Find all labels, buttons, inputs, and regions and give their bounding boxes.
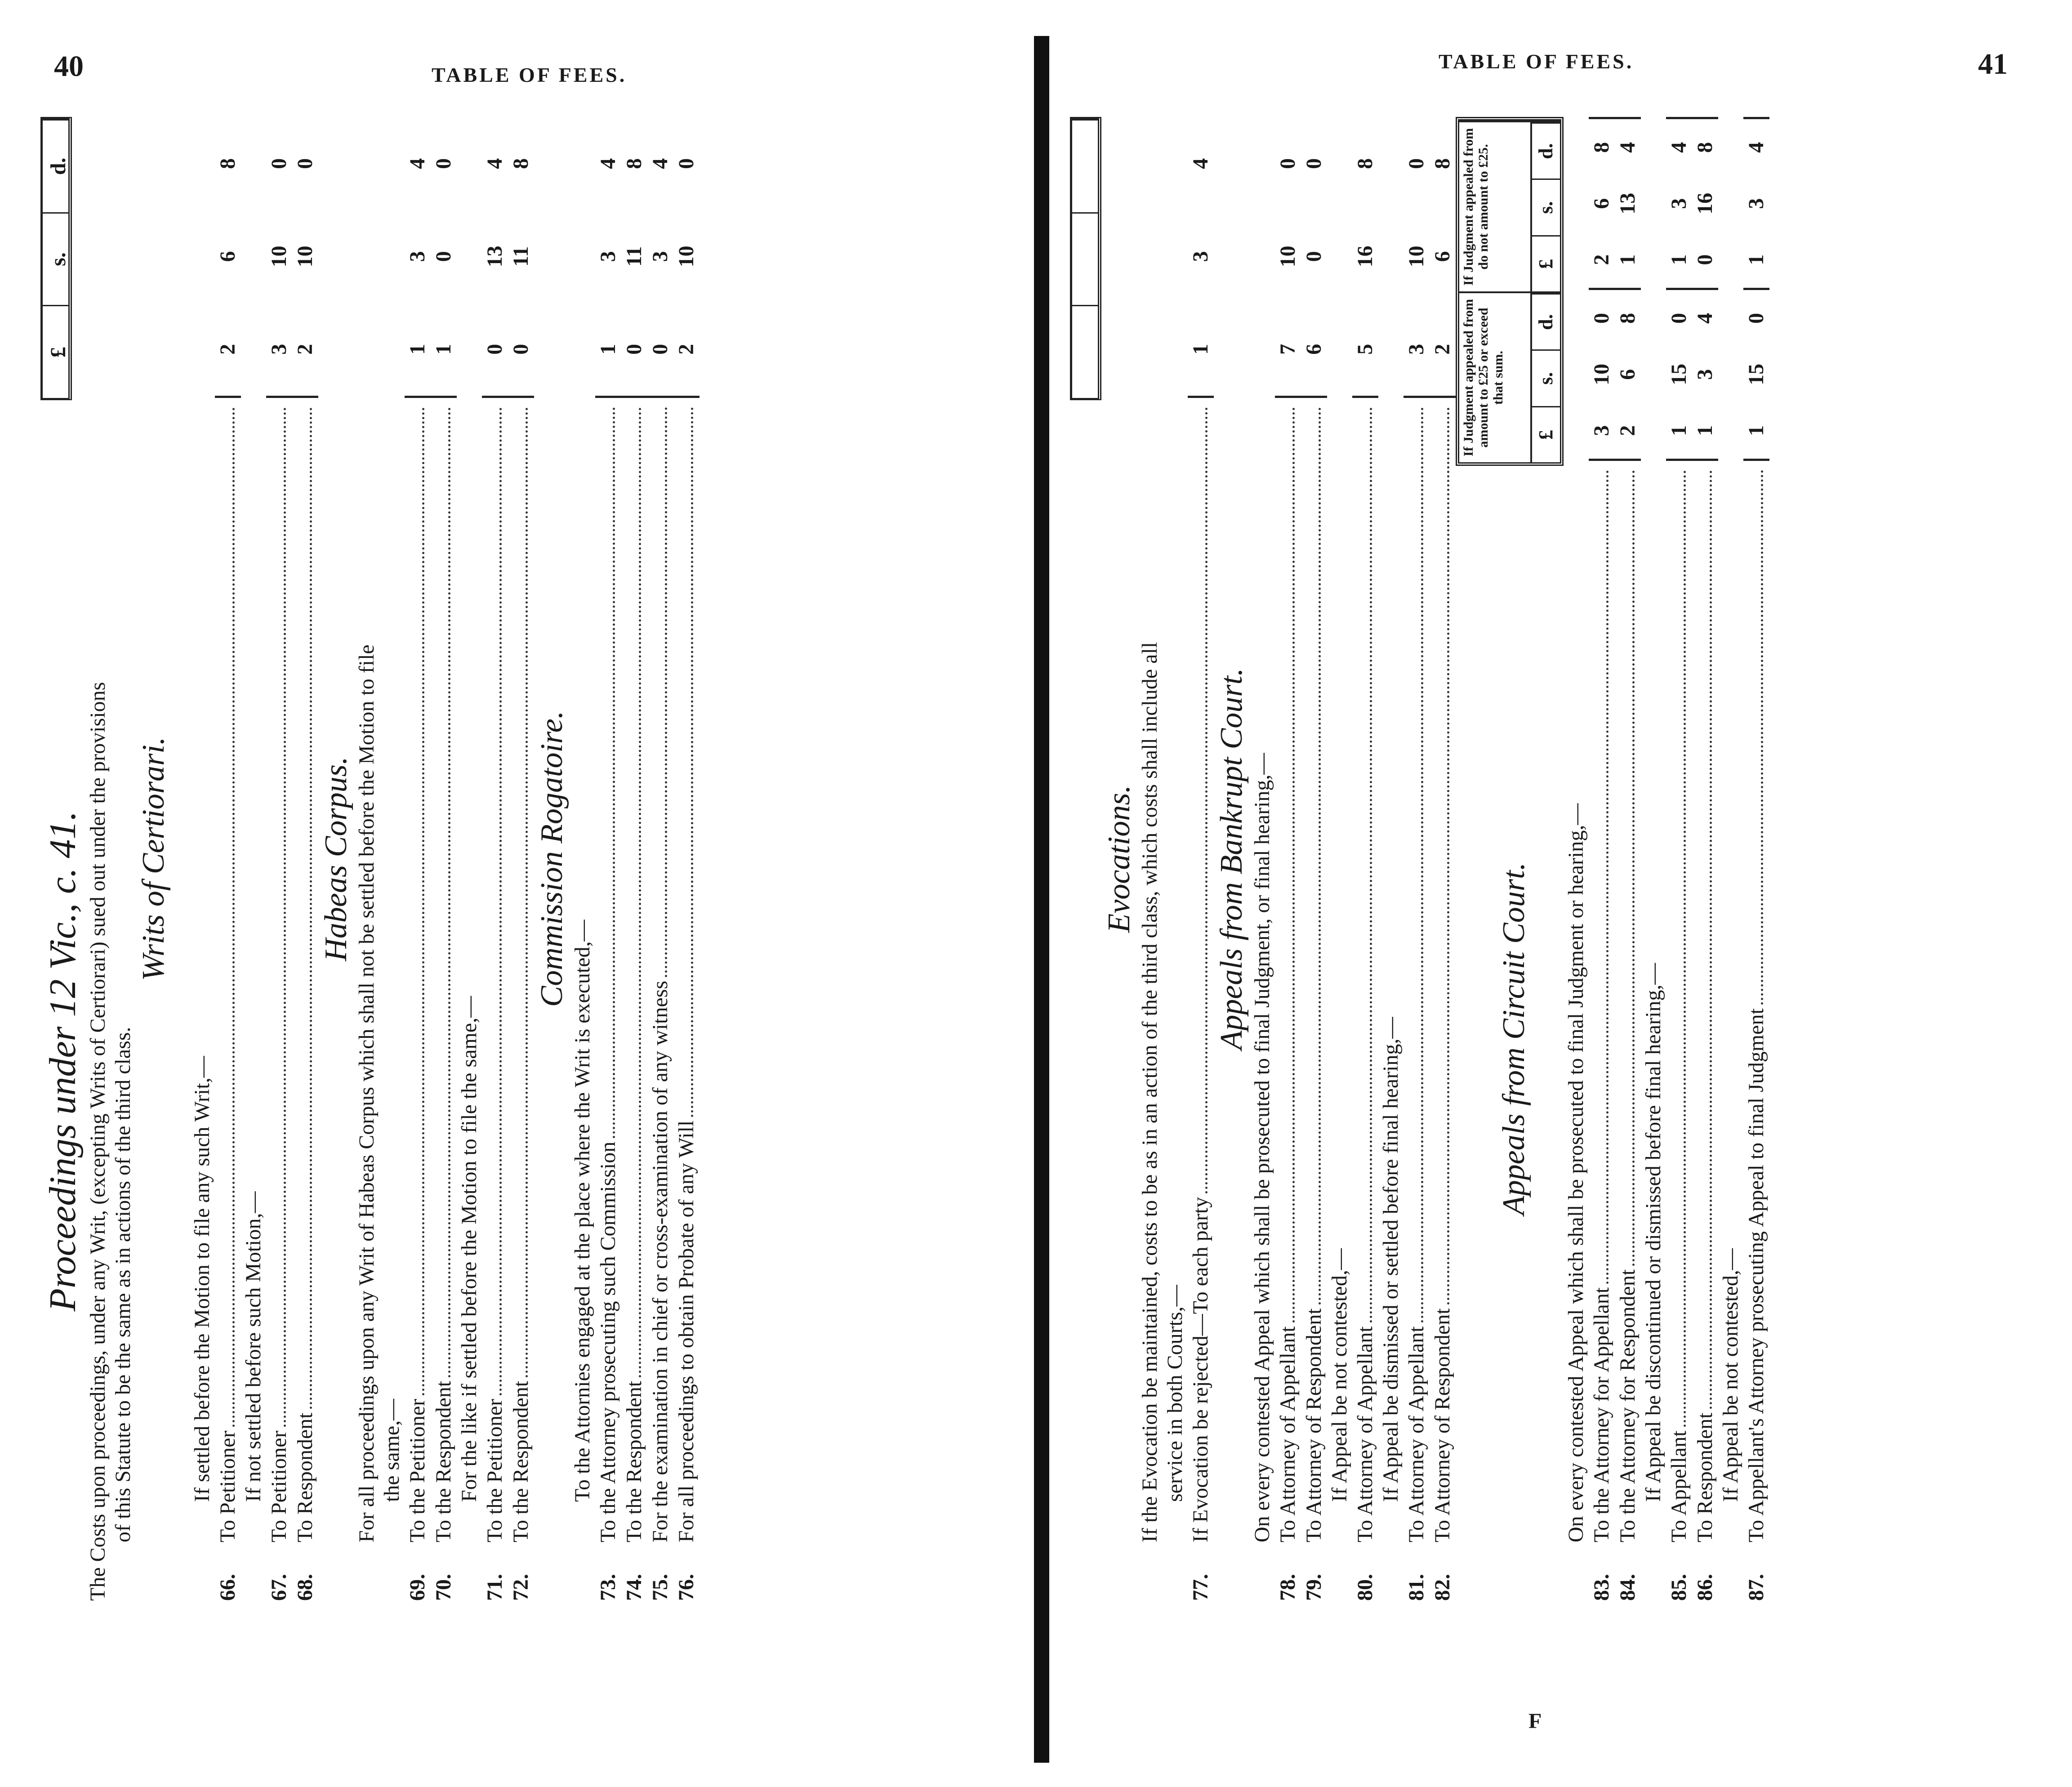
intro-line-1: The Costs upon proceedings, under any Writ, (excepting Writs of Certiorari) sued out under the provisions bbox=[86, 682, 110, 1601]
right-page-content bbox=[1070, 117, 1769, 1601]
right-column-header bbox=[1070, 117, 1101, 1601]
bankrupt-lead-2: If Appeal be not contested,— bbox=[1328, 1248, 1351, 1502]
fee-row-67: 67. To Petitioner 3 10 0 bbox=[266, 117, 292, 1601]
bankrupt-lead-1: On every contested Appeal which shall be prosecuted to final Judgment, or final hearing,— bbox=[1250, 753, 1274, 1542]
certiorari-lead-1: If settled before the Motion to file any such Writ,— bbox=[190, 1056, 214, 1502]
circuit-title: Appeals from Circuit Court. bbox=[1497, 862, 1531, 1215]
fee-row-81: 81. To Attorney of Appellant 3 10 0 bbox=[1404, 117, 1430, 1601]
rogatoire-title: Commission Rogatoire. bbox=[535, 710, 569, 1007]
fee-row-68: 68. To Respondent 2 10 0 bbox=[292, 117, 318, 1601]
left-page-content bbox=[40, 117, 700, 1601]
fee-row-87: 87. To Appellant's Attorney prosecuting Appeal to final Judgment 1 15 0 1 3 4 bbox=[1743, 117, 1769, 1601]
fee-row-79: 79. To Attorney of Respondent 6 0 0 bbox=[1301, 117, 1327, 1601]
book-spine bbox=[1034, 36, 1049, 1763]
fee-row-69: 69. To the Petitioner 1 3 4 bbox=[405, 117, 431, 1601]
left-running-head: TABLE OF FEES. bbox=[432, 63, 627, 86]
shillings-header: s. bbox=[43, 212, 68, 305]
bankrupt-title: Appeals from Bankrupt Court. bbox=[1214, 668, 1249, 1050]
fee-row-84: 84. To the Attorney for Respondent 2 6 8 1 13 4 bbox=[1615, 117, 1641, 1601]
fee-row-76: 76. For all proceedings to obtain Probate of any Will 2 10 0 bbox=[673, 117, 700, 1601]
fee-row-85: 85. To Appellant 1 15 0 1 3 4 bbox=[1666, 117, 1692, 1601]
habeas-title: Habeas Corpus. bbox=[319, 756, 353, 961]
pence-header: d. bbox=[43, 119, 68, 212]
fee-row-66: 66. To Petitioner 2 6 8 bbox=[215, 117, 241, 1601]
judgment-over-25-caption: If Judgment appealed from amount to £25 or exceed that sum. bbox=[1461, 299, 1506, 457]
circuit-lead-2: If Appeal be discontinued or dismissed before final hearing,— bbox=[1641, 963, 1665, 1502]
right-page-number: 41 bbox=[1978, 48, 2008, 80]
fee-row-72: 72. To the Respondent 0 11 8 bbox=[508, 117, 534, 1601]
fee-row-74: 74. To the Respondent 0 11 8 bbox=[621, 117, 647, 1601]
pounds-header: £ bbox=[43, 305, 68, 398]
evocations-lead-1: If the Evocation be maintained, costs to be as in an action of the third class, which costs shall include all bbox=[1138, 642, 1162, 1542]
circuit-box-header: If Judgment appealed from amount to £25 or exceed that sum. £ s. d. If Judgment appealed from do not amount to £25. £ s. d. bbox=[1456, 117, 1564, 1601]
right-running-head: TABLE OF FEES. bbox=[1439, 50, 1634, 73]
bankrupt-lead-3: If Appeal be dismissed or settled before final hearing,— bbox=[1379, 1017, 1403, 1502]
circuit-lead-3: If Appeal be not contested,— bbox=[1719, 1248, 1742, 1502]
certiorari-title: Writs of Certiorari. bbox=[136, 737, 171, 981]
habeas-lead-1: For all proceedings upon any Writ of Habeas Corpus which shall not be settled before the Motion to file bbox=[355, 644, 379, 1542]
fee-row-78: 78. To Attorney of Appellant 7 10 0 bbox=[1275, 117, 1301, 1601]
fee-row-83: 83. To the Attorney for Appellant 3 10 0 2 6 8 bbox=[1589, 117, 1615, 1601]
judgment-under-25-caption: If Judgment appealed from do not amount to £25. bbox=[1461, 128, 1491, 286]
intro-line-2: of this Statute to be the same as in actions of the third class. bbox=[111, 1027, 135, 1542]
signature-mark: F bbox=[1528, 1709, 1542, 1733]
certiorari-lead-2: If not settled before such Motion,— bbox=[241, 1191, 265, 1502]
habeas-lead-2: For the like if settled before the Motion to file the same,— bbox=[457, 996, 481, 1502]
fee-row-77: 77. If Evocation be rejected—To each party 1 3 4 bbox=[1188, 117, 1214, 1601]
habeas-lead-1b: the same,— bbox=[380, 1398, 404, 1502]
fee-row-70: 70. To the Respondent 1 0 0 bbox=[431, 117, 457, 1601]
left-page-number: 40 bbox=[54, 50, 84, 83]
fee-row-82: 82. To Attorney of Respondent 2 6 8 bbox=[1430, 117, 1456, 1601]
proceedings-heading: Proceedings under 12 Vic., c. 41. bbox=[42, 811, 84, 1312]
fee-row-73: 73. To the Attorney prosecuting such Commission 1 3 4 bbox=[595, 117, 621, 1601]
evocations-title: Evocations. bbox=[1102, 785, 1136, 933]
fee-row-71: 71. To the Petitioner 0 13 4 bbox=[482, 117, 508, 1601]
fee-row-80: 80. To Attorney of Appellant 5 16 8 bbox=[1352, 117, 1378, 1601]
fee-row-75: 75. For the examination in chief or cross-examination of any witness 0 3 4 bbox=[647, 117, 673, 1601]
circuit-lead-1: On every contested Appeal which shall be prosecuted to final Judgment or hearing,— bbox=[1564, 803, 1588, 1542]
rogatoire-lead-1: To the Attornies engaged at the place where the Writ is executed,— bbox=[570, 920, 594, 1502]
fee-row-86: 86. To Respondent 1 3 4 0 16 8 bbox=[1692, 117, 1718, 1601]
evocations-lead-1b: service in both Courts,— bbox=[1163, 1285, 1187, 1502]
